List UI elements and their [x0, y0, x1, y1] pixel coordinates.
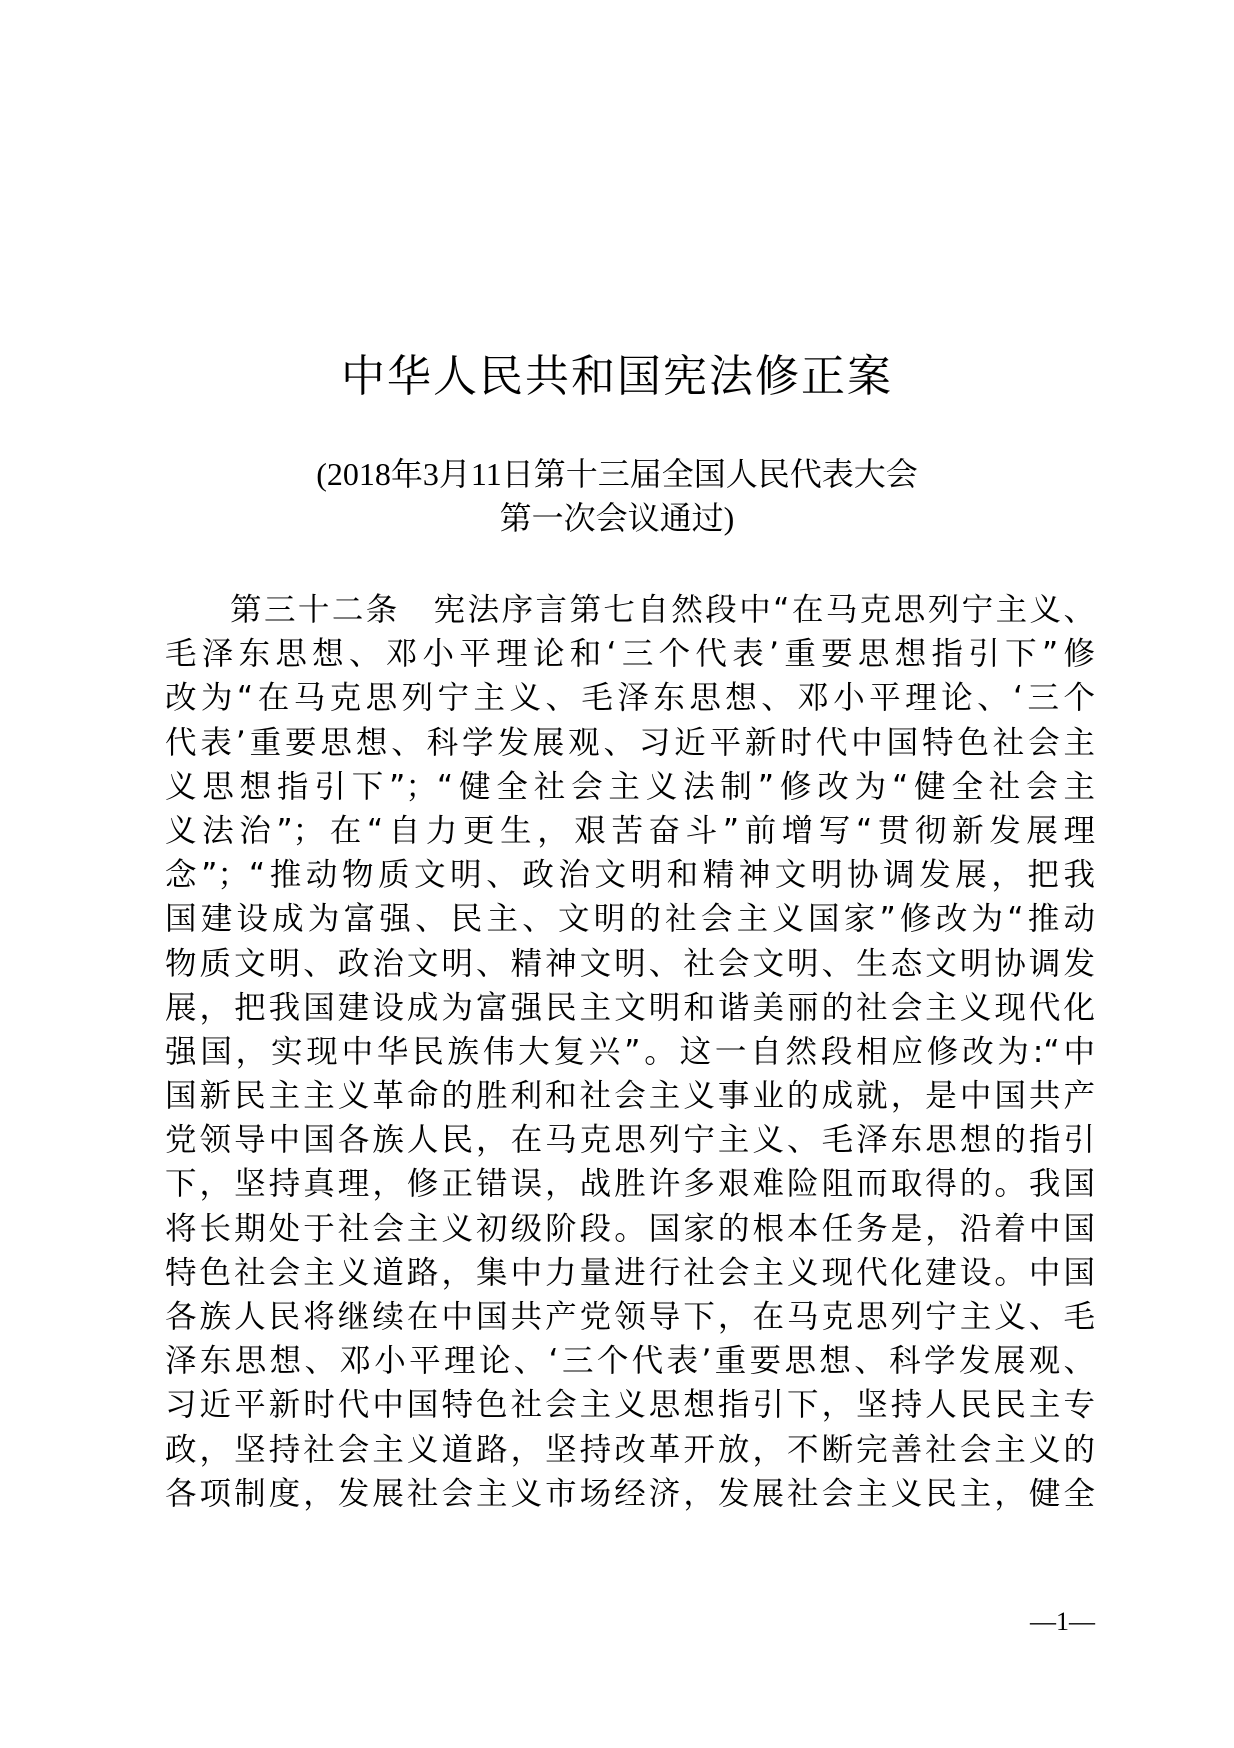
body-line: 政，坚持社会主义道路，坚持改革开放，不断完善社会主义的 — [165, 1431, 1095, 1468]
document-title: 中华人民共和国宪法修正案 — [341, 351, 893, 402]
body-line: 各族人民将继续在中国共产党领导下，在马克思列宁主义、毛 — [165, 1299, 1095, 1335]
body-line: 泽东思想、邓小平理论、‘三个代表’重要思想、科学发展观、 — [165, 1343, 1095, 1380]
body-line: 将长期处于社会主义初级阶段。国家的根本任务是，沿着中国 — [165, 1210, 1095, 1247]
body-line: 习近平新时代中国特色社会主义思想指引下，坚持人民民主专 — [165, 1387, 1095, 1424]
body-line: 代表’重要思想、科学发展观、习近平新时代中国特色社会主 — [165, 724, 1095, 761]
body-line: 义法治”；在“自力更生，艰苦奋斗”前增写“贯彻新发展理 — [165, 812, 1095, 849]
body-line: 改为“在马克思列宁主义、毛泽东思想、邓小平理论、‘三个 — [165, 680, 1095, 717]
body-line: 毛泽东思想、邓小平理论和‘三个代表’重要思想指引下”修 — [165, 636, 1095, 673]
body-line: 各项制度，发展社会主义市场经济，发展社会主义民主，健全 — [165, 1475, 1095, 1512]
subtitle-line: 第一次会议通过) — [499, 500, 735, 536]
body-line: 国新民主主义革命的胜利和社会主义事业的成就，是中国共产 — [165, 1078, 1095, 1115]
body-line: 特色社会主义道路，集中力量进行社会主义现代化建设。中国 — [165, 1254, 1095, 1291]
body-line: 第三十二条 宪法序言第七自然段中“在马克思列宁主义、 — [230, 592, 1095, 628]
body-line: 义思想指引下”；“健全社会主义法制”修改为“健全社会主 — [165, 768, 1095, 805]
subtitle-line: (2018年3月11日第十三届全国人民代表大会 — [316, 456, 918, 492]
body-line: 国建设成为富强、民主、文明的社会主义国家”修改为“推动 — [165, 901, 1095, 938]
body-line: 念”；“推动物质文明、政治文明和精神文明协调发展，把我 — [165, 857, 1095, 894]
body-line: 下，坚持真理，修正错误，战胜许多艰难险阻而取得的。我国 — [165, 1166, 1095, 1203]
body-line: 展，把我国建设成为富强民主文明和谐美丽的社会主义现代化 — [165, 989, 1095, 1026]
document-body — [165, 588, 1095, 1516]
document-subtitle — [0, 452, 1234, 540]
body-line: 强国，实现中华民族伟大复兴”。这一自然段相应修改为:“中 — [165, 1033, 1095, 1070]
page-number: —1— — [1030, 1607, 1095, 1636]
body-line: 党领导中国各族人民，在马克思列宁主义、毛泽东思想的指引 — [165, 1122, 1095, 1159]
body-line: 物质文明、政治文明、精神文明、社会文明、生态文明协调发 — [165, 945, 1095, 982]
